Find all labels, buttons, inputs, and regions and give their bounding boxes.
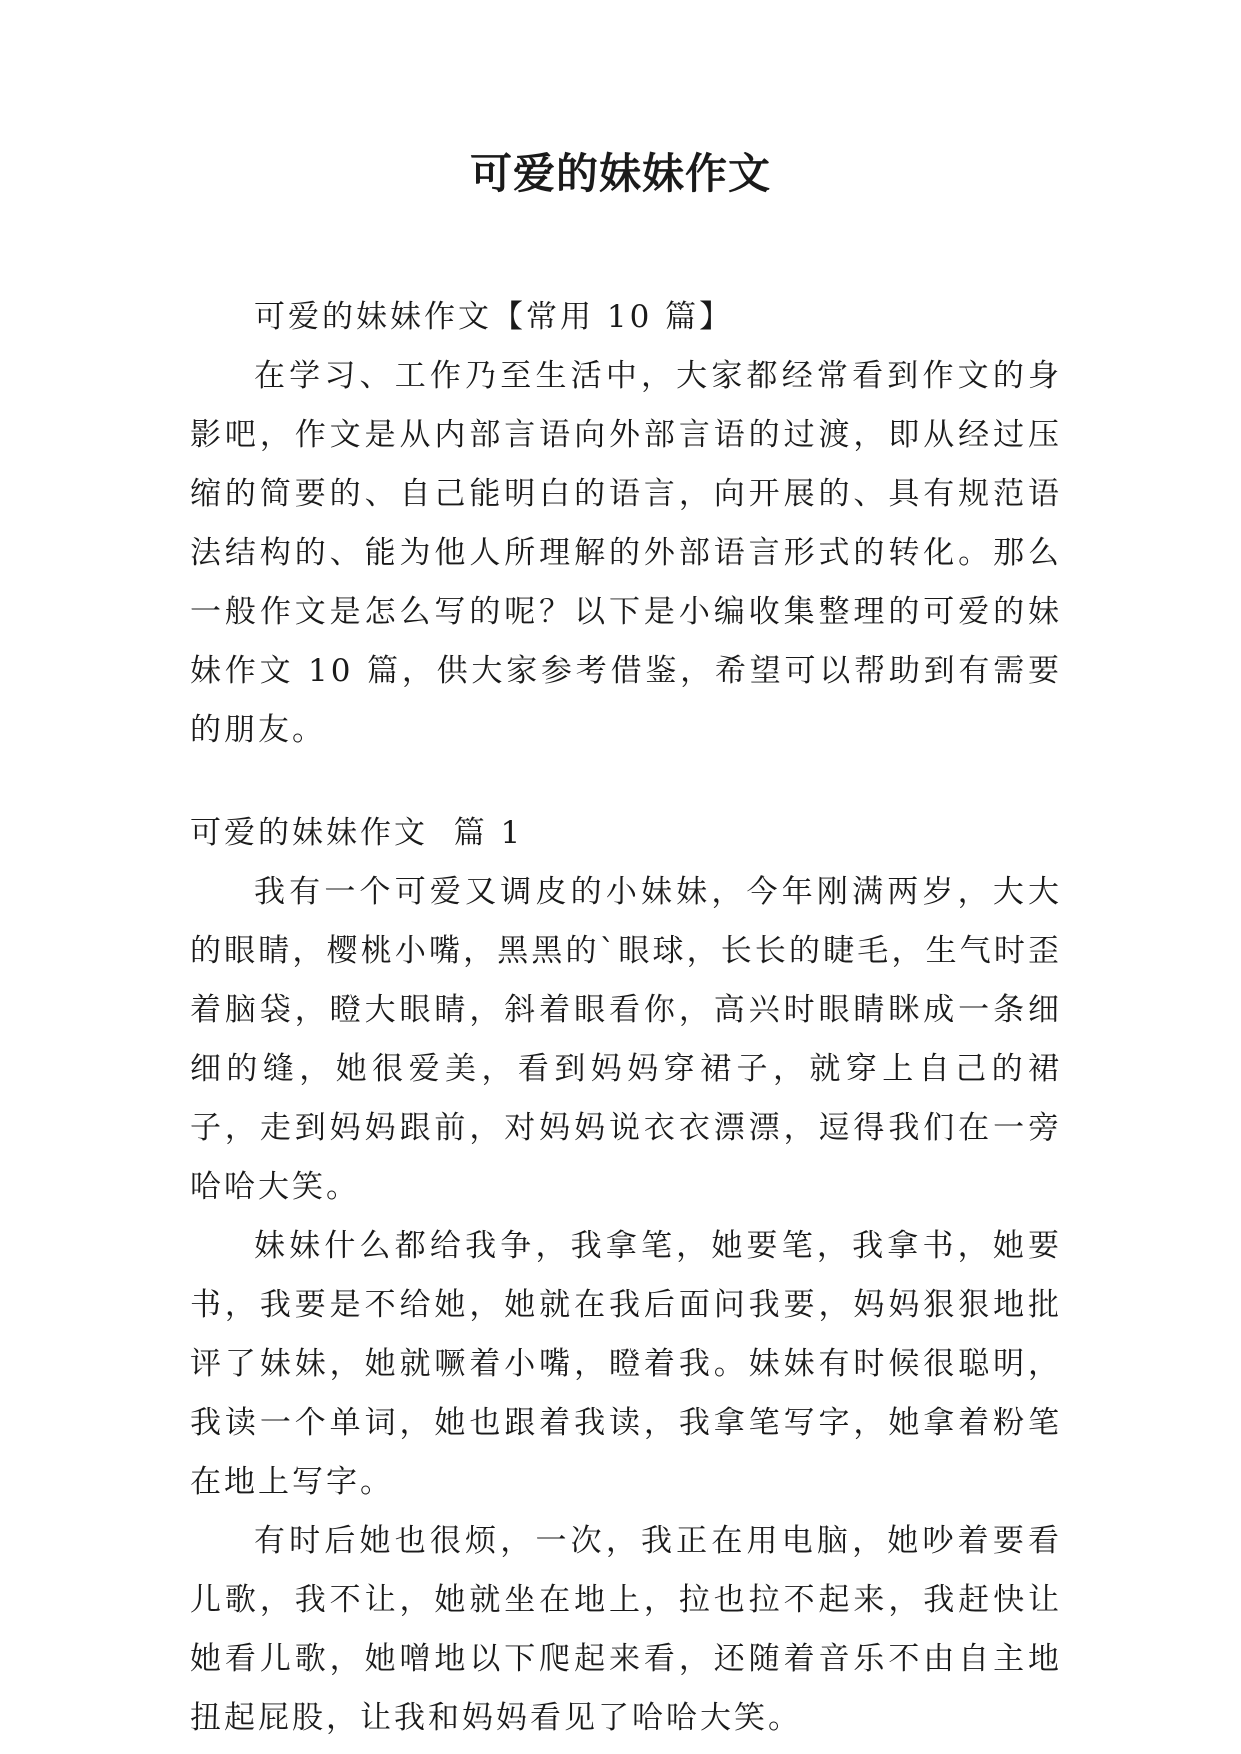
body-paragraph-1: 我有一个可爱又调皮的小妹妹，今年刚满两岁，大大的眼睛，樱桃小嘴，黑黑的`眼球，长长的睫毛，生气时歪着脑袋，瞪大眼睛，斜着眼看你，高兴时眼睛眯成一条细细的缝，她很爱美，看到妈妈穿裙子，就穿上自己的裙子，走到妈妈跟前，对妈妈说衣衣漂漂，逗得我们在一旁哈哈大笑。 [190,874,1062,1205]
intro-paragraph: 在学习、工作乃至生活中，大家都经常看到作文的身影吧，作文是从内部言语向外部言语的过渡，即从经过压缩的简要的、自己能明白的语言，向开展的、具有规范语法结构的、能为他人所理解的外部语言形式的转化。那么一般作文是怎么写的呢？以下是小编收集整理的可爱的妹妹作文 10 篇，供大家参考借鉴，希望可以帮助到有需要的朋友。 [190,358,1062,748]
section-heading: 可爱的妹妹作文 篇 1 [190,815,524,851]
body-paragraph-2: 妹妹什么都给我争，我拿笔，她要笔，我拿书，她要书，我要是不给她，她就在我后面问我要，妈妈狠狠地批评了妹妹，她就噘着小嘴，瞪着我。妹妹有时候很聪明，我读一个单词，她也跟着我读，我拿笔写字，她拿着粉笔在地上写字。 [190,1228,1062,1500]
document-title: 可爱的妹妹作文 [469,149,771,198]
document-subtitle: 可爱的妹妹作文【常用 10 篇】 [254,299,734,335]
document-body [190,288,1062,1748]
section-spacer [190,760,1062,804]
body-paragraph-3: 有时后她也很烦，一次，我正在用电脑，她吵着要看儿歌，我不让，她就坐在地上，拉也拉不起来，我赶快让她看儿歌，她噌地以下爬起来看，还随着音乐不由自主地扭起屁股，让我和妈妈看见了哈哈大笑。 [190,1523,1062,1736]
